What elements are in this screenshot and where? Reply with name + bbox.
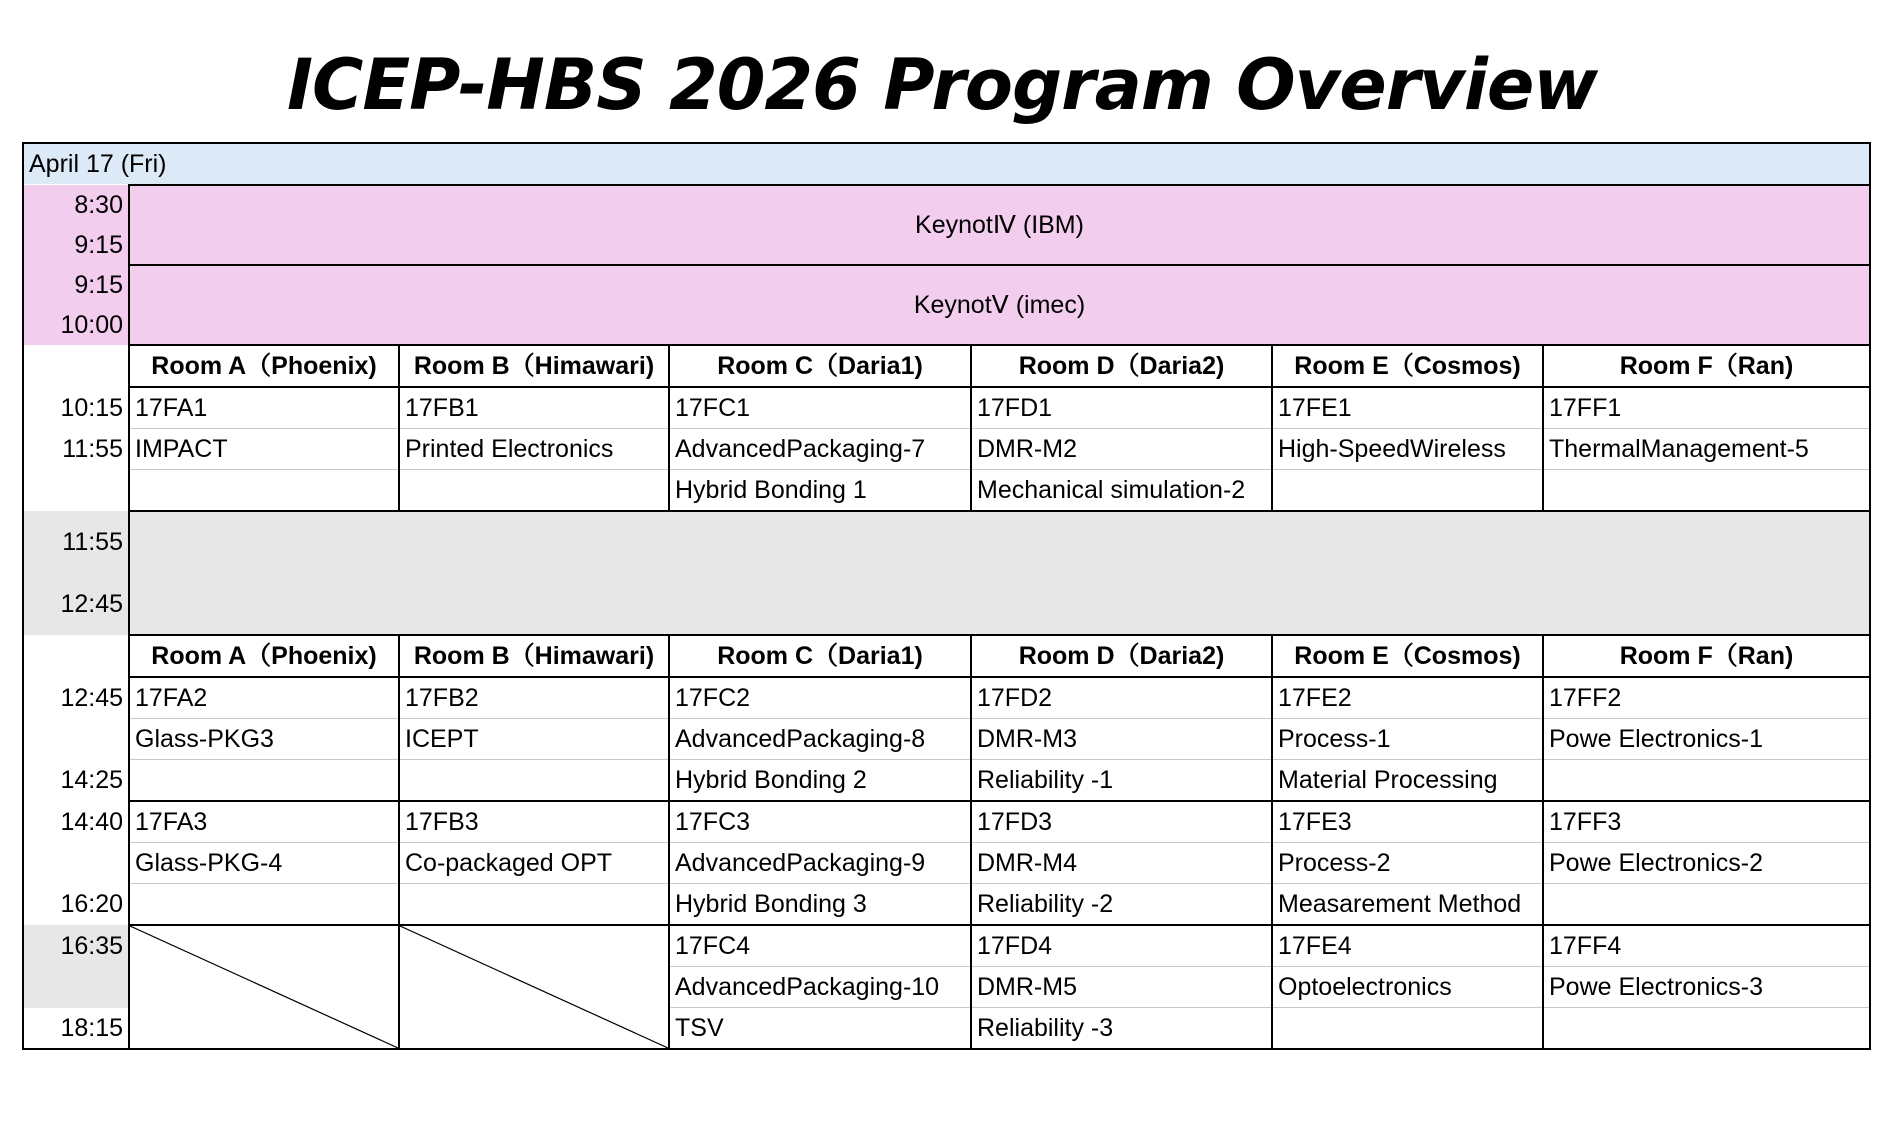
time-header-blank xyxy=(23,345,129,387)
session-name: IMPACT xyxy=(129,429,399,470)
session-subtitle xyxy=(1272,1008,1543,1050)
session-code: 17FC1 xyxy=(669,387,971,429)
keynote-end-time: 9:15 xyxy=(23,225,129,265)
keynote-session: KeynotⅤ (imec) xyxy=(129,265,1870,345)
session-time: 12:45 xyxy=(23,677,129,719)
session-name: DMR-M4 xyxy=(971,843,1272,884)
room-header: Room F（Ran) xyxy=(1543,345,1870,387)
session-code: 17FA2 xyxy=(129,677,399,719)
session-name: DMR-M2 xyxy=(971,429,1272,470)
room-header-row xyxy=(23,345,1870,387)
session-name: Glass-PKG-4 xyxy=(129,843,399,884)
room-header: Room B（Himawari) xyxy=(399,635,669,677)
page-title: ICEP-HBS 2026 Program Overview xyxy=(286,44,1598,126)
session-time: 16:35 xyxy=(23,925,129,967)
session-subtitle: Measarement Method xyxy=(1272,884,1543,926)
session-name: Powe Electronics-3 xyxy=(1543,967,1870,1008)
session-time: 18:15 xyxy=(23,1008,129,1050)
session-row xyxy=(23,677,1870,719)
session-subtitle xyxy=(129,760,399,802)
session-row xyxy=(23,843,1870,884)
session-subtitle: Reliability -2 xyxy=(971,884,1272,926)
session-subtitle xyxy=(1543,1008,1870,1050)
session-name: Powe Electronics-2 xyxy=(1543,843,1870,884)
room-header: Room E（Cosmos) xyxy=(1272,345,1543,387)
keynote-row xyxy=(23,185,1870,225)
session-name: ThermalManagement-5 xyxy=(1543,429,1870,470)
session-subtitle xyxy=(399,884,669,926)
session-name: Powe Electronics-1 xyxy=(1543,719,1870,760)
session-subtitle: TSV xyxy=(669,1008,971,1050)
session-subtitle: Reliability -3 xyxy=(971,1008,1272,1050)
room-header: Room A（Phoenix) xyxy=(129,345,399,387)
session-time: 10:15 xyxy=(23,387,129,429)
session-code: 17FA3 xyxy=(129,801,399,843)
session-name: DMR-M3 xyxy=(971,719,1272,760)
room-header: Room E（Cosmos) xyxy=(1272,635,1543,677)
session-code: 17FD2 xyxy=(971,677,1272,719)
session-row xyxy=(23,387,1870,429)
session-row xyxy=(23,760,1870,802)
session-code: 17FB2 xyxy=(399,677,669,719)
session-code: 17FF3 xyxy=(1543,801,1870,843)
session-time: 16:20 xyxy=(23,884,129,926)
room-header: Room C（Daria1) xyxy=(669,635,971,677)
session-code: 17FB3 xyxy=(399,801,669,843)
room-header-row xyxy=(23,635,1870,677)
session-code: 17FF4 xyxy=(1543,925,1870,967)
lunch-start-time: 11:55 xyxy=(23,511,129,573)
session-code: 17FB1 xyxy=(399,387,669,429)
session-subtitle xyxy=(1543,884,1870,926)
session-name: Printed Electronics xyxy=(399,429,669,470)
session-row xyxy=(23,470,1870,512)
session-subtitle xyxy=(399,470,669,512)
session-row xyxy=(23,925,1870,967)
session-code: 17FD3 xyxy=(971,801,1272,843)
no-session-cell xyxy=(399,925,669,1049)
session-name: Process-2 xyxy=(1272,843,1543,884)
session-code: 17FD4 xyxy=(971,925,1272,967)
session-name: ICEPT xyxy=(399,719,669,760)
room-header: Room A（Phoenix) xyxy=(129,635,399,677)
session-subtitle xyxy=(129,884,399,926)
session-time: 11:55 xyxy=(23,429,129,470)
room-header: Room D（Daria2) xyxy=(971,635,1272,677)
session-subtitle: Hybrid Bonding 1 xyxy=(669,470,971,512)
session-code: 17FE2 xyxy=(1272,677,1543,719)
session-code: 17FD1 xyxy=(971,387,1272,429)
session-name: Co-packaged OPT xyxy=(399,843,669,884)
session-time xyxy=(23,470,129,512)
session-name: High-SpeedWireless xyxy=(1272,429,1543,470)
date-header: April 17 (Fri) xyxy=(23,143,1870,185)
session-name: AdvancedPackaging-9 xyxy=(669,843,971,884)
no-session-cell xyxy=(129,925,399,1049)
keynote-end-time: 10:00 xyxy=(23,305,129,345)
session-code: 17FA1 xyxy=(129,387,399,429)
session-code: 17FE1 xyxy=(1272,387,1543,429)
session-name: DMR-M5 xyxy=(971,967,1272,1008)
time-header-blank xyxy=(23,635,129,677)
session-name: AdvancedPackaging-7 xyxy=(669,429,971,470)
session-subtitle: Reliability -1 xyxy=(971,760,1272,802)
lunch-break-block xyxy=(129,511,1870,635)
session-row xyxy=(23,801,1870,843)
lunch-row xyxy=(23,511,1870,573)
session-code: 17FC3 xyxy=(669,801,971,843)
keynote-row xyxy=(23,265,1870,305)
session-name: AdvancedPackaging-8 xyxy=(669,719,971,760)
session-subtitle xyxy=(129,470,399,512)
diagonal-slash-icon xyxy=(130,926,398,1048)
session-subtitle xyxy=(1272,470,1543,512)
session-code: 17FE4 xyxy=(1272,925,1543,967)
session-row xyxy=(23,719,1870,760)
keynote-start-time: 9:15 xyxy=(23,265,129,305)
room-header: Room D（Daria2) xyxy=(971,345,1272,387)
session-subtitle: Hybrid Bonding 2 xyxy=(669,760,971,802)
room-header: Room C（Daria1) xyxy=(669,345,971,387)
session-code: 17FC4 xyxy=(669,925,971,967)
keynote-start-time: 8:30 xyxy=(23,185,129,225)
program-table xyxy=(22,142,1871,1050)
session-code: 17FE3 xyxy=(1272,801,1543,843)
session-code: 17FF2 xyxy=(1543,677,1870,719)
room-header: Room F（Ran) xyxy=(1543,635,1870,677)
room-header: Room B（Himawari) xyxy=(399,345,669,387)
session-name: Optoelectronics xyxy=(1272,967,1543,1008)
session-subtitle xyxy=(1543,760,1870,802)
session-time xyxy=(23,967,129,1008)
date-row xyxy=(23,143,1870,185)
session-time: 14:40 xyxy=(23,801,129,843)
session-subtitle: Hybrid Bonding 3 xyxy=(669,884,971,926)
session-code: 17FF1 xyxy=(1543,387,1870,429)
session-name: Glass-PKG3 xyxy=(129,719,399,760)
session-row xyxy=(23,884,1870,926)
session-time xyxy=(23,719,129,760)
session-subtitle: Material Processing xyxy=(1272,760,1543,802)
session-subtitle xyxy=(1543,470,1870,512)
lunch-end-time: 12:45 xyxy=(23,573,129,635)
session-time: 14:25 xyxy=(23,760,129,802)
session-subtitle: Mechanical simulation-2 xyxy=(971,470,1272,512)
session-row xyxy=(23,429,1870,470)
session-code: 17FC2 xyxy=(669,677,971,719)
diagonal-slash-icon xyxy=(400,926,668,1048)
keynote-session: KeynotⅣ (IBM) xyxy=(129,185,1870,265)
session-name: AdvancedPackaging-10 xyxy=(669,967,971,1008)
session-subtitle xyxy=(399,760,669,802)
session-name: Process-1 xyxy=(1272,719,1543,760)
session-time xyxy=(23,843,129,884)
